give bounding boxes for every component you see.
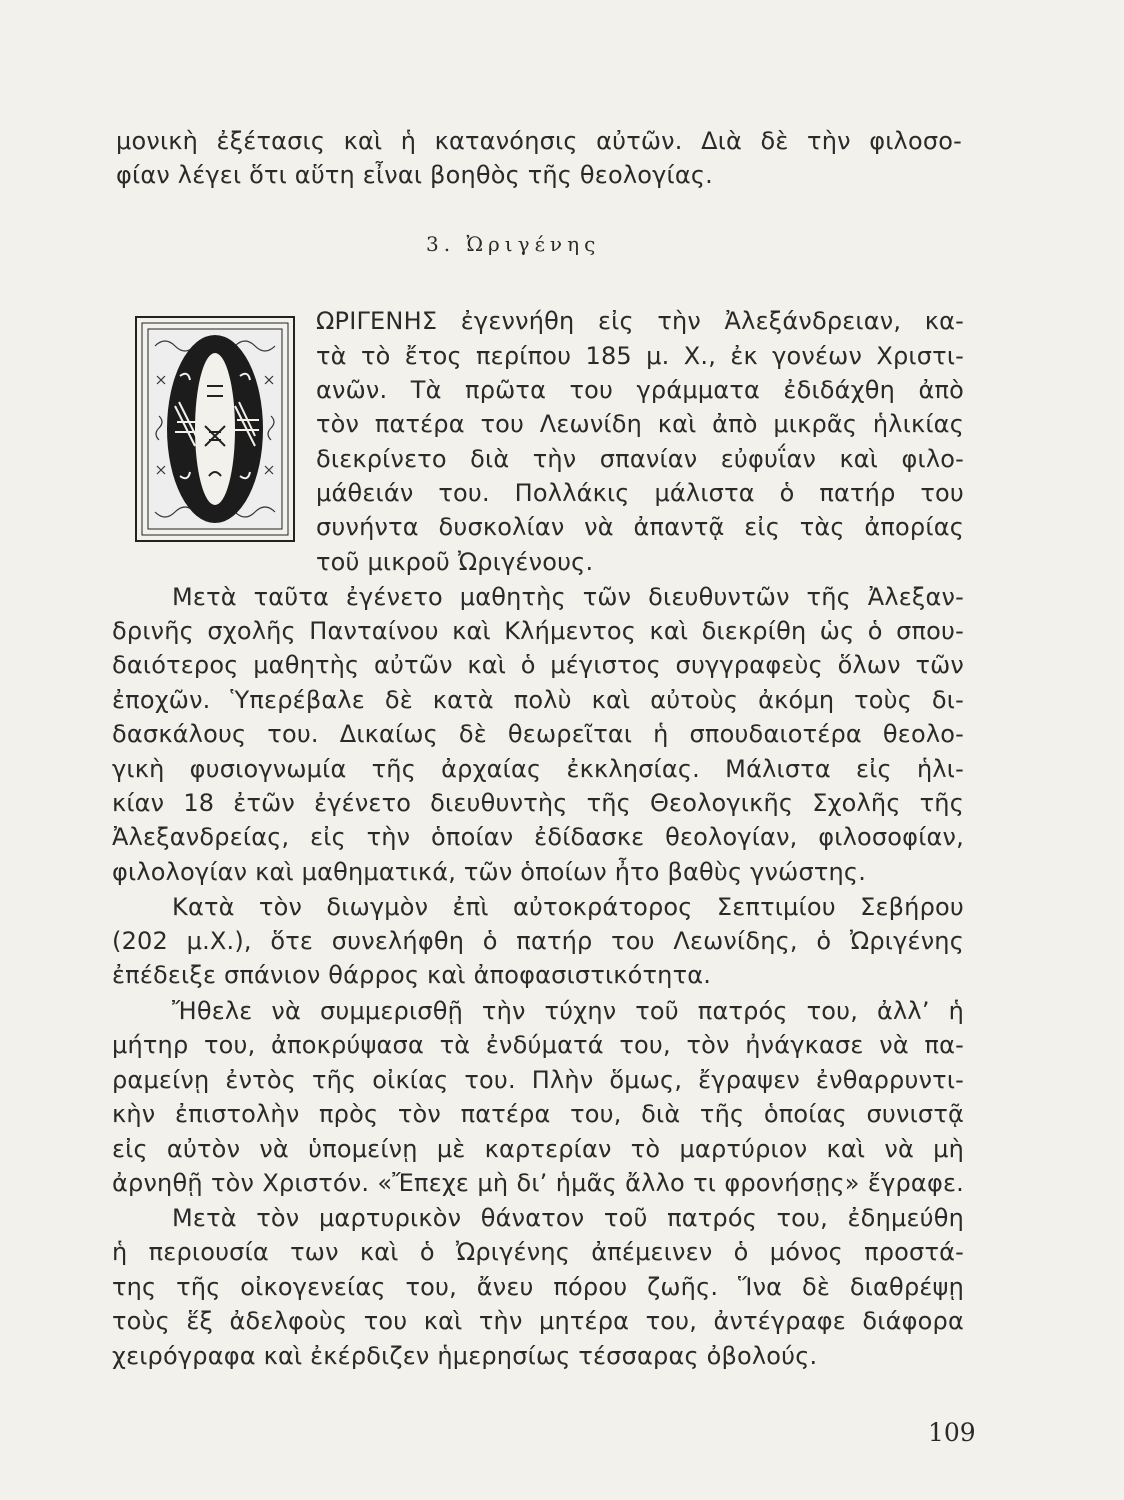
body-line-1: Μετὰ ταῦτα ἐγένετο μαθητὴς τῶν διευθυντῶν τῆς Ἀλεξαν- [172,583,964,611]
body-line-4: ἐποχῶν. Ὑπερέβαλε δὲ κατὰ πολὺ καὶ αὐτοὺς ἀκόμη τοὺς δι- [112,686,964,714]
body-line-13: Ἤθελε νὰ συμμερισθῇ τὴν τύχην τοῦ πατρός του, ἀλλ’ ἡ [172,997,964,1025]
body-line-6: γικὴ φυσιογνωμία τῆς ἀρχαίας ἐκκλησίας. Μάλιστα εἰς ἡλι- [112,755,964,783]
indented-line-8: τοῦ μικροῦ Ὠριγένους. [316,548,594,576]
indented-line-5: διεκρίνετο διὰ τὴν σπανίαν εὐφυΐαν καὶ φιλο- [316,445,964,473]
body-line-3: δαιότερος μαθητὴς αὐτῶν καὶ ὁ μέγιστος συγγραφεὺς ὅλων τῶν [112,651,964,679]
body-line-5: δασκάλους του. Δικαίως δὲ θεωρεῖται ἡ σπουδαιοτέρα θεολο- [112,720,964,748]
body-line-16: κὴν ἐπιστολὴν πρὸς τὸν πατέρα του, διὰ τῆς ὁποίας συνιστᾷ [112,1100,964,1128]
indented-line-6: μάθειάν του. Πολλάκις μάλιστα ὁ πατήρ του [316,479,964,507]
body-line-14: μήτηρ του, ἀποκρύψασα τὰ ἐνδύματά του, τὸν ἠνάγκασε νὰ πα- [112,1031,964,1059]
indented-line-1: ΩΡΙΓΕΝΗΣ ἐγεννήθη εἰς τὴν Ἀλεξάνδρειαν, κα- [316,307,964,335]
body-line-19: Μετὰ τὸν μαρτυρικὸν θάνατον τοῦ πατρός του, ἐδημεύθη [172,1204,964,1232]
body-line-21: της τῆς οἰκογενείας του, ἄνευ πόρου ζωῆς. Ἵνα δὲ διαθρέψῃ [112,1273,964,1301]
indented-line-4: τὸν πατέρα του Λεωνίδη καὶ ἀπὸ μικρᾶς ἡλικίας [316,410,964,438]
body-line-22: τοὺς ἕξ ἀδελφοὺς του καὶ τὴν μητέρα του, ἀντέγραφε διάφορα [112,1307,964,1335]
body-line-2: δρινῆς σχολῆς Πανταίνου καὶ Κλήμεντος καὶ διεκρίθη ὡς ὁ σπου- [112,617,964,645]
body-line-17: εἰς αὐτὸν νὰ ὑπομείνῃ μὲ καρτερίαν τὸ μαρτύριον καὶ νὰ μὴ [112,1135,964,1163]
body-line-23: χειρόγραφα καὶ ἐκέρδιζεν ἡμερησίως τέσσαρας ὀβολούς. [112,1342,818,1370]
section-heading: 3. Ὠριγένης [426,232,601,256]
body-line-12: ἐπέδειξε σπάνιον θάρρος καὶ ἀποφασιστικότητα. [112,961,712,989]
indented-line-2: τὰ τὸ ἔτος περίπου 185 μ. Χ., ἐκ γονέων Χριστι- [316,342,964,370]
page-number: 109 [928,1418,976,1447]
indented-line-7: συνήντα δυσκολίαν νὰ ἀπαντᾷ εἰς τὰς ἀπορίας [316,513,964,541]
intro-line-2: φίαν λέγει ὅτι αὕτη εἶναι βοηθὸς τῆς θεολογίας. [116,161,714,189]
body-line-18: ἀρνηθῇ τὸν Χριστόν. «Ἔπεχε μὴ δι’ ἡμᾶς ἄλλο τι φρονήσῃς» ἔγραφε. [112,1169,964,1197]
body-line-20: ἡ περιουσία των καὶ ὁ Ὠριγένης ἀπέμεινεν ὁ μόνος προστά- [112,1238,964,1266]
body-line-10: Κατὰ τὸν διωγμὸν ἐπὶ αὐτοκράτορος Σεπτιμίου Σεβήρου [172,893,964,921]
body-line-15: ραμείνῃ ἐντὸς τῆς οἰκίας του. Πλὴν ὅμως, ἔγραψεν ἐνθαρρυντι- [112,1066,964,1094]
body-line-7: κίαν 18 ἐτῶν ἐγένετο διευθυντὴς τῆς Θεολογικῆς Σχολῆς τῆς [112,789,964,817]
body-line-11: (202 μ.Χ.), ὅτε συνελήφθη ὁ πατήρ του Λεωνίδης, ὁ Ὠριγένης [112,927,964,955]
ornamental-initial-omega-icon [135,316,295,542]
body-line-8: Ἀλεξανδρείας, εἰς τὴν ὁποίαν ἐδίδασκε θεολογίαν, φιλοσοφίαν, [112,823,964,851]
intro-line-1: μονικὴ ἐξέτασις καὶ ἡ κατανόησις αὐτῶν. Διὰ δὲ τὴν φιλοσο- [116,127,962,155]
body-line-9: φιλολογίαν καὶ μαθηματικά, τῶν ὁποίων ἦτο βαθὺς γνώστης. [112,858,867,886]
indented-line-3: ανῶν. Τὰ πρῶτα του γράμματα ἐδιδάχθη ἀπὸ [316,376,964,404]
